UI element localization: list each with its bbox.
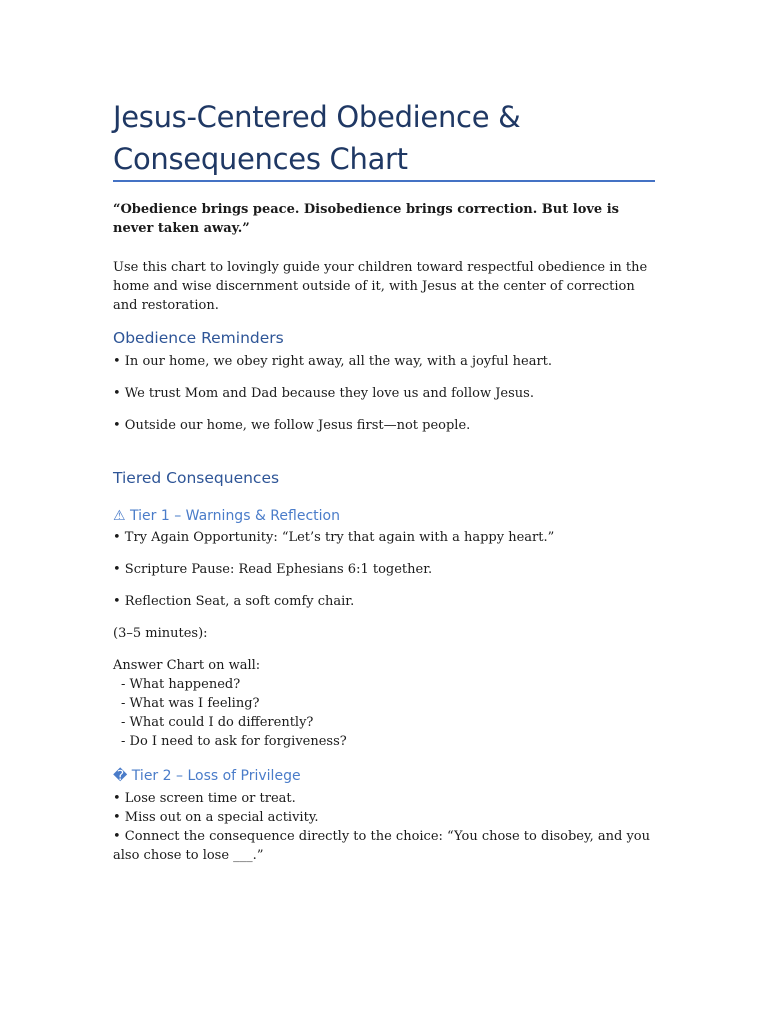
answer-chart-label: Answer Chart on wall: [113, 658, 261, 673]
title-underline [113, 180, 655, 182]
tier2-item: • Lose screen time or treat. [113, 791, 296, 806]
answer-question: - What was I feeling? [121, 696, 260, 711]
tier1-heading: ⚠ Tier 1 – Warnings & Reflection [113, 508, 340, 524]
answer-chart-block [113, 656, 658, 751]
tier1-item: • Try Again Opportunity: “Let’s try that again with a happy heart.” [113, 530, 555, 545]
tier1-item: • Scripture Pause: Read Ephesians 6:1 together. [113, 562, 433, 577]
answer-question: - What happened? [121, 677, 241, 692]
intro-paragraph: Use this chart to lovingly guide your children toward respectful obedience in the home and wise discernment outside of it, with Jesus at the center of correction and restoration. [113, 260, 648, 313]
tier2-item: • Miss out on a special activity. [113, 810, 319, 825]
answer-question: - Do I need to ask for forgiveness? [121, 734, 347, 749]
obedience-reminders-heading: Obedience Reminders [113, 329, 284, 347]
reminder-item: • In our home, we obey right away, all the way, with a joyful heart. [113, 354, 553, 369]
reminder-item: • Outside our home, we follow Jesus first—not people. [113, 418, 471, 433]
tier1-duration: (3–5 minutes): [113, 626, 208, 641]
tier2-list [113, 789, 658, 865]
quote: “Obedience brings peace. Disobedience brings correction. But love is never taken away.” [113, 202, 619, 236]
reminder-item: • We trust Mom and Dad because they love us and follow Jesus. [113, 386, 534, 401]
tier2-item: • Connect the consequence directly to the choice: “You chose to disobey, and you also chose to lose ___.” [113, 829, 650, 863]
tier2-heading: � Tier 2 – Loss of Privilege [113, 768, 301, 784]
answer-question: - What could I do differently? [121, 715, 314, 730]
page-title: Jesus-Centered Obedience & Consequences Chart [113, 100, 521, 176]
tier1-item: • Reflection Seat, a soft comfy chair. [113, 594, 355, 609]
tiered-consequences-heading: Tiered Consequences [113, 469, 280, 487]
